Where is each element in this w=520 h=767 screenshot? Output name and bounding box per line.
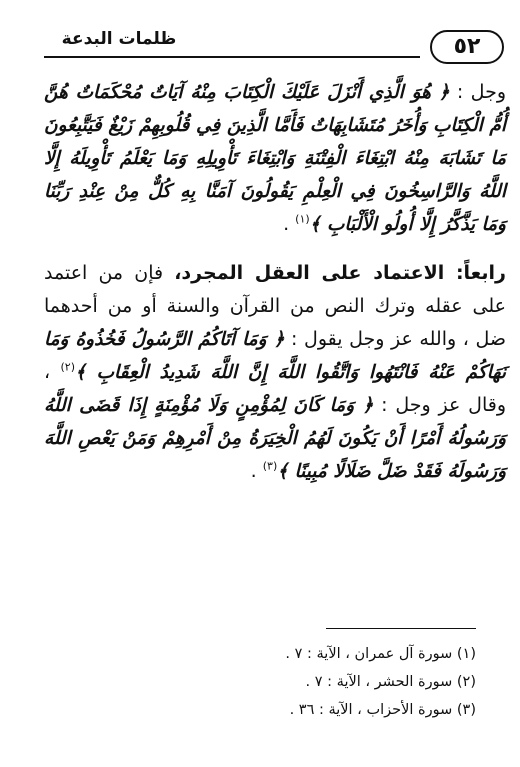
paragraph-2 <box>44 257 506 488</box>
footnote-1: (١) سورة آل عمران ، الآية : ٧ . <box>285 646 476 662</box>
paragraph-1-intro: وجل : <box>449 81 506 103</box>
main-text <box>44 76 506 488</box>
footnote-ref-2: (٢) <box>60 360 76 374</box>
paragraph-gap <box>44 241 506 257</box>
footnote-2: (٢) سورة الحشر ، الآية : ٧ . <box>305 674 476 690</box>
paragraph-2-text: فإن من اعتمد على عقله وترك النص من القرآن والسنة أو من أحدهما ضل ، والله عز وجل يقول : <box>44 262 506 350</box>
paragraph-2-end: . <box>250 460 263 482</box>
header-rule <box>44 56 420 58</box>
paragraph-1 <box>44 76 506 241</box>
footnote-ref-3: (٣) <box>262 459 278 473</box>
quran-verse-1: ﴿ هُوَ الَّذِي أَنْزَلَ عَلَيْكَ الْكِتَابَ مِنْهُ آيَاتٌ مُحْكَمَاتٌ هُنَّ أُمُّ الْكِتَابِ وَأُخَرُ مُتَشَابِهَاتٌ فَأَمَّا الَّذِينَ فِي قُلُوبِهِمْ زَيْغٌ فَيَتَّبِعُونَ مَا تَشَابَهَ مِنْهُ ابْتِغَاءَ الْفِتْنَةِ وَابْتِغَاءَ تَأْوِيلِهِ وَمَا يَعْلَمُ تَأْوِيلَهُ إِلَّا اللَّهُ وَالرَّاسِخُونَ فِي الْعِلْمِ يَقُولُونَ آمَنَّا بِهِ كُلٌّ مِنْ عِنْدِ رَبِّنَا وَمَا يَذَّكَّرُ إِلَّا أُولُو الْأَلْبَابِ ﴾ <box>44 82 506 235</box>
paragraph-2-mid: ، وقال عز وجل : <box>44 361 507 416</box>
footnote-3: (٣) سورة الأحزاب ، الآية : ٣٦ . <box>289 702 476 718</box>
footnotes <box>176 640 476 724</box>
section-heading: رابعاً: الاعتماد على العقل المجرد، <box>174 262 506 284</box>
footnote-separator <box>326 628 476 629</box>
paragraph-1-end: . <box>283 213 296 235</box>
footnote-ref-1: (١) <box>295 212 310 226</box>
quran-verse-3: ﴿ وَمَا كَانَ لِمُؤْمِنٍ وَلَا مُؤْمِنَةٍ إِذَا قَضَى اللَّهُ وَرَسُولُهُ أَمْرًا أَنْ يَكُونَ لَهُمُ الْخِيَرَةُ مِنْ أَمْرِهِمْ وَمَنْ يَعْصِ اللَّهَ وَرَسُولَهُ فَقَدْ ضَلَّ ضَلَالًا مُبِينًا ﴾ <box>44 395 506 482</box>
quran-verse-2: ﴿ وَمَا آتَاكُمُ الرَّسُولُ فَخُذُوهُ وَمَا نَهَاكُمْ عَنْهُ فَانْتَهُوا وَاتَّقُوا اللَّهَ إِنَّ اللَّهَ شَدِيدُ الْعِقَابِ ﴾ <box>44 329 506 383</box>
running-title: ظلمات البدعة <box>61 29 177 49</box>
page-header <box>44 26 504 66</box>
page-number-badge: ٥٢ <box>430 30 504 64</box>
